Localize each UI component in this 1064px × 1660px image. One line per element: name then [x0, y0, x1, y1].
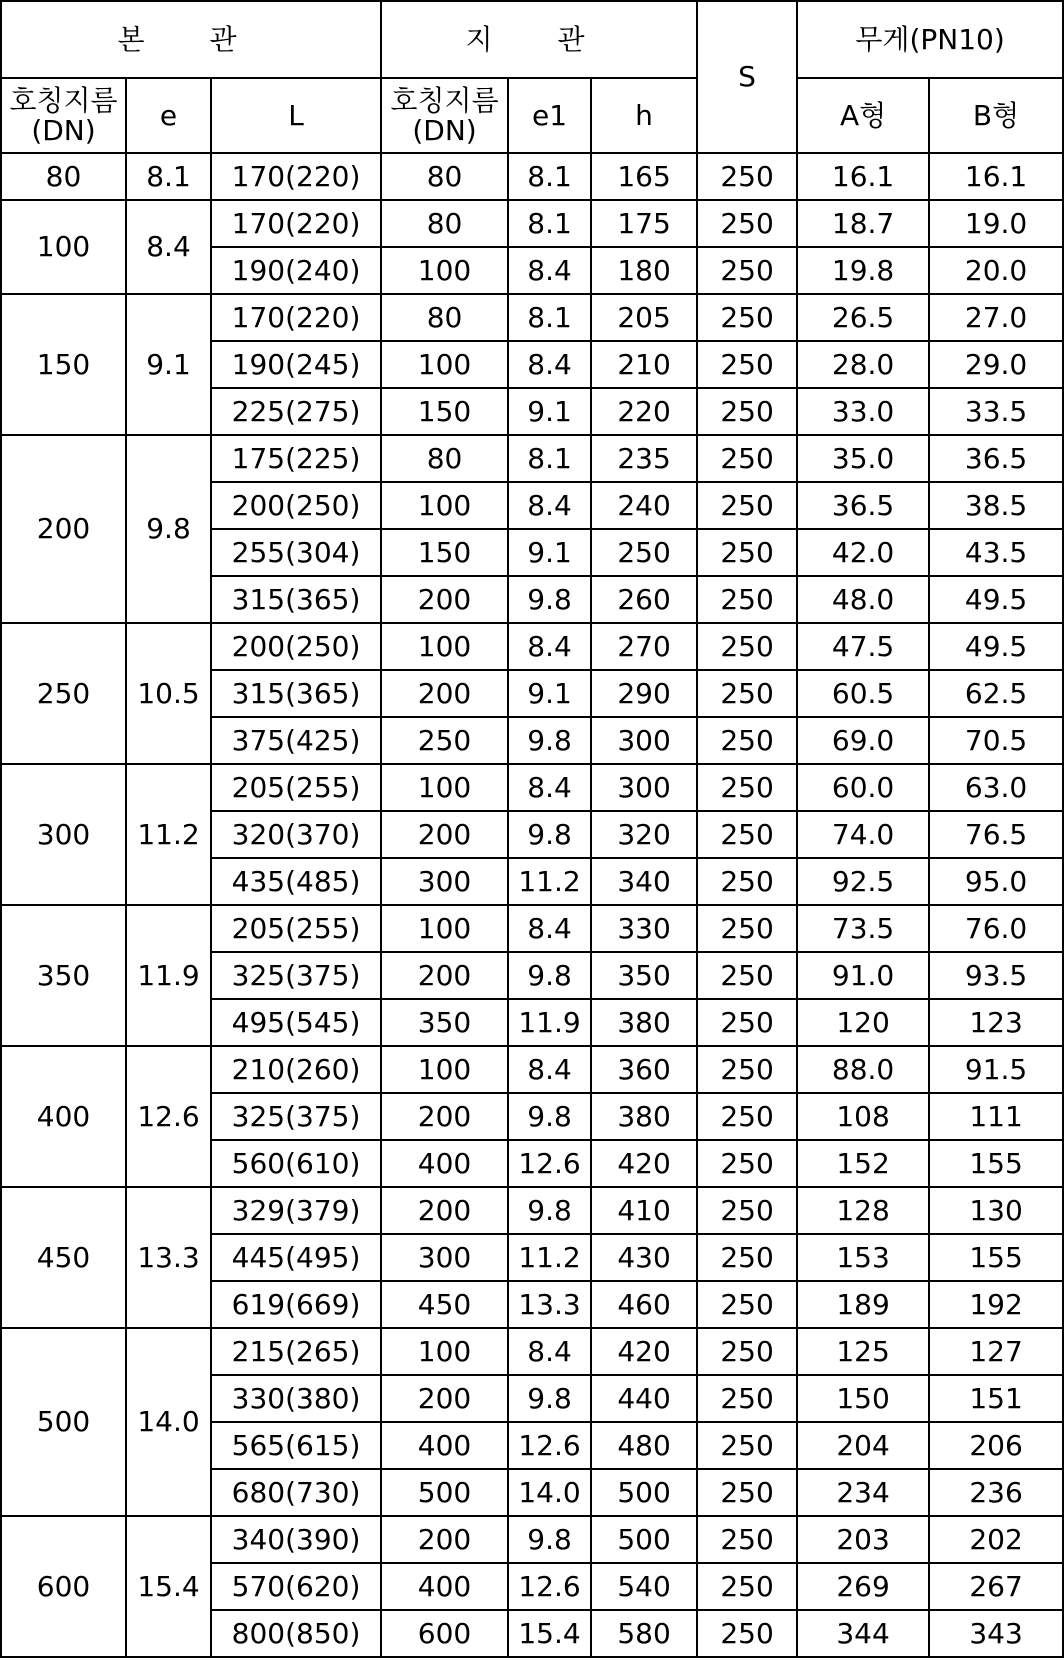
l-header: L: [211, 78, 381, 153]
length-cell: 330(380): [211, 1375, 381, 1422]
weight-a-cell: 150: [797, 1375, 929, 1422]
branch-dn-cell: 100: [381, 341, 508, 388]
weight-a-cell: 26.5: [797, 294, 929, 341]
weight-b-cell: 49.5: [929, 576, 1063, 623]
weight-a-cell: 74.0: [797, 811, 929, 858]
h-cell: 440: [591, 1375, 697, 1422]
s-cell: 250: [697, 1516, 797, 1563]
h-cell: 410: [591, 1187, 697, 1234]
e1-cell: 8.4: [508, 1328, 591, 1375]
h-cell: 260: [591, 576, 697, 623]
weight-b-cell: 29.0: [929, 341, 1063, 388]
branch-dn-cell: 400: [381, 1140, 508, 1187]
a-type-header: A형: [797, 78, 929, 153]
s-cell: 250: [697, 905, 797, 952]
length-cell: 255(304): [211, 529, 381, 576]
weight-b-cell: 206: [929, 1422, 1063, 1469]
e1-cell: 8.1: [508, 435, 591, 482]
e1-cell: 8.4: [508, 623, 591, 670]
s-cell: 250: [697, 1469, 797, 1516]
h-cell: 180: [591, 247, 697, 294]
weight-a-cell: 42.0: [797, 529, 929, 576]
weight-b-cell: 33.5: [929, 388, 1063, 435]
length-cell: 200(250): [211, 482, 381, 529]
h-cell: 320: [591, 811, 697, 858]
table-row: [1, 153, 1063, 200]
e1-cell: 11.2: [508, 1234, 591, 1281]
length-cell: 170(220): [211, 153, 381, 200]
weight-header: 무게(PN10): [797, 1, 1063, 78]
main-dn-cell: 600: [1, 1516, 126, 1657]
weight-b-cell: 202: [929, 1516, 1063, 1563]
b-type-header: B형: [929, 78, 1063, 153]
branch-dn-cell: 100: [381, 905, 508, 952]
weight-b-cell: 267: [929, 1563, 1063, 1610]
h-cell: 540: [591, 1563, 697, 1610]
length-cell: 315(365): [211, 576, 381, 623]
s-cell: 250: [697, 1375, 797, 1422]
branch-dn-cell: 600: [381, 1610, 508, 1657]
main-dn-cell: 300: [1, 764, 126, 905]
weight-b-cell: 70.5: [929, 717, 1063, 764]
weight-b-cell: 192: [929, 1281, 1063, 1328]
main-e-cell: 9.8: [126, 435, 211, 623]
weight-a-cell: 120: [797, 999, 929, 1046]
main-dn-cell: 250: [1, 623, 126, 764]
s-cell: 250: [697, 999, 797, 1046]
length-cell: 175(225): [211, 435, 381, 482]
e1-cell: 9.8: [508, 717, 591, 764]
e1-cell: 9.1: [508, 529, 591, 576]
weight-a-cell: 60.5: [797, 670, 929, 717]
weight-b-cell: 93.5: [929, 952, 1063, 999]
length-cell: 495(545): [211, 999, 381, 1046]
e1-cell: 13.3: [508, 1281, 591, 1328]
weight-b-cell: 155: [929, 1234, 1063, 1281]
main-dn-cell: 150: [1, 294, 126, 435]
h-cell: 300: [591, 764, 697, 811]
table-row: [1, 905, 1063, 952]
table-row: [1, 1516, 1063, 1563]
main-e-cell: 8.1: [126, 153, 211, 200]
e1-cell: 9.8: [508, 1093, 591, 1140]
weight-a-cell: 18.7: [797, 200, 929, 247]
weight-b-cell: 76.0: [929, 905, 1063, 952]
h-cell: 500: [591, 1516, 697, 1563]
h-cell: 300: [591, 717, 697, 764]
weight-b-cell: 91.5: [929, 1046, 1063, 1093]
length-cell: 329(379): [211, 1187, 381, 1234]
e1-cell: 8.4: [508, 341, 591, 388]
branch-dn-cell: 100: [381, 247, 508, 294]
weight-a-cell: 35.0: [797, 435, 929, 482]
branch-dn-cell: 200: [381, 1187, 508, 1234]
weight-a-cell: 189: [797, 1281, 929, 1328]
length-cell: 680(730): [211, 1469, 381, 1516]
branch-dn-cell: 450: [381, 1281, 508, 1328]
branch-dn-cell: 300: [381, 858, 508, 905]
weight-b-cell: 111: [929, 1093, 1063, 1140]
length-cell: 215(265): [211, 1328, 381, 1375]
s-cell: 250: [697, 529, 797, 576]
weight-a-cell: 152: [797, 1140, 929, 1187]
e1-cell: 9.8: [508, 1516, 591, 1563]
h-cell: 210: [591, 341, 697, 388]
weight-a-cell: 19.8: [797, 247, 929, 294]
weight-a-cell: 108: [797, 1093, 929, 1140]
weight-b-cell: 343: [929, 1610, 1063, 1657]
h-cell: 460: [591, 1281, 697, 1328]
e1-cell: 12.6: [508, 1563, 591, 1610]
weight-a-cell: 69.0: [797, 717, 929, 764]
s-cell: 250: [697, 576, 797, 623]
h-cell: 240: [591, 482, 697, 529]
length-cell: 570(620): [211, 1563, 381, 1610]
s-cell: 250: [697, 388, 797, 435]
e1-cell: 9.8: [508, 1187, 591, 1234]
weight-b-cell: 95.0: [929, 858, 1063, 905]
s-cell: 250: [697, 1187, 797, 1234]
branch-dn-cell: 200: [381, 1516, 508, 1563]
branch-dn-cell: 80: [381, 294, 508, 341]
s-cell: 250: [697, 294, 797, 341]
weight-b-cell: 16.1: [929, 153, 1063, 200]
table-row: [1, 294, 1063, 341]
weight-b-cell: 155: [929, 1140, 1063, 1187]
table-row: [1, 1187, 1063, 1234]
length-cell: 190(245): [211, 341, 381, 388]
length-cell: 190(240): [211, 247, 381, 294]
h-cell: 290: [591, 670, 697, 717]
main-nominal-diameter-header: [1, 78, 126, 153]
weight-b-cell: 127: [929, 1328, 1063, 1375]
main-e-cell: 12.6: [126, 1046, 211, 1187]
h-cell: 360: [591, 1046, 697, 1093]
branch-dn-cell: 150: [381, 388, 508, 435]
branch-nominal-label: 호칭지름: [390, 84, 499, 118]
s-cell: 250: [697, 1234, 797, 1281]
h-cell: 270: [591, 623, 697, 670]
weight-b-cell: 27.0: [929, 294, 1063, 341]
table-header: [1, 1, 1063, 153]
e1-cell: 8.4: [508, 482, 591, 529]
main-dn-label: (DN): [31, 113, 96, 147]
length-cell: 205(255): [211, 764, 381, 811]
e1-cell: 11.9: [508, 999, 591, 1046]
branch-dn-cell: 100: [381, 482, 508, 529]
branch-dn-cell: 100: [381, 623, 508, 670]
s-cell: 250: [697, 1422, 797, 1469]
main-dn-cell: 100: [1, 200, 126, 294]
s-cell: 250: [697, 435, 797, 482]
h-cell: 340: [591, 858, 697, 905]
main-e-cell: 8.4: [126, 200, 211, 294]
e1-cell: 9.8: [508, 1375, 591, 1422]
main-e-cell: 11.9: [126, 905, 211, 1046]
weight-a-cell: 16.1: [797, 153, 929, 200]
table-row: [1, 1046, 1063, 1093]
main-e-cell: 10.5: [126, 623, 211, 764]
branch-dn-cell: 100: [381, 1046, 508, 1093]
weight-a-cell: 203: [797, 1516, 929, 1563]
h-cell: 420: [591, 1140, 697, 1187]
e1-cell: 8.1: [508, 200, 591, 247]
e1-cell: 8.1: [508, 294, 591, 341]
s-cell: 250: [697, 811, 797, 858]
s-cell: 250: [697, 717, 797, 764]
branch-dn-cell: 200: [381, 952, 508, 999]
length-cell: 170(220): [211, 294, 381, 341]
main-e-cell: 15.4: [126, 1516, 211, 1657]
length-cell: 800(850): [211, 1610, 381, 1657]
weight-a-cell: 88.0: [797, 1046, 929, 1093]
length-cell: 375(425): [211, 717, 381, 764]
weight-a-cell: 60.0: [797, 764, 929, 811]
s-cell: 250: [697, 670, 797, 717]
length-cell: 320(370): [211, 811, 381, 858]
main-dn-cell: 400: [1, 1046, 126, 1187]
branch-dn-cell: 200: [381, 1375, 508, 1422]
branch-dn-cell: 200: [381, 811, 508, 858]
branch-dn-cell: 100: [381, 1328, 508, 1375]
e1-cell: 9.8: [508, 811, 591, 858]
branch-dn-cell: 400: [381, 1563, 508, 1610]
main-dn-cell: 450: [1, 1187, 126, 1328]
weight-b-cell: 76.5: [929, 811, 1063, 858]
s-cell: 250: [697, 952, 797, 999]
branch-dn-cell: 80: [381, 153, 508, 200]
h-cell: 175: [591, 200, 697, 247]
e1-cell: 8.4: [508, 905, 591, 952]
weight-b-cell: 63.0: [929, 764, 1063, 811]
length-cell: 225(275): [211, 388, 381, 435]
length-cell: 210(260): [211, 1046, 381, 1093]
branch-dn-cell: 100: [381, 764, 508, 811]
weight-b-cell: 38.5: [929, 482, 1063, 529]
weight-a-cell: 153: [797, 1234, 929, 1281]
e1-cell: 9.8: [508, 576, 591, 623]
weight-a-cell: 234: [797, 1469, 929, 1516]
s-cell: 250: [697, 1140, 797, 1187]
h-cell: 380: [591, 999, 697, 1046]
h-cell: 235: [591, 435, 697, 482]
branch-dn-cell: 250: [381, 717, 508, 764]
branch-dn-cell: 500: [381, 1469, 508, 1516]
weight-a-cell: 128: [797, 1187, 929, 1234]
weight-b-cell: 62.5: [929, 670, 1063, 717]
h-cell: 430: [591, 1234, 697, 1281]
weight-b-cell: 130: [929, 1187, 1063, 1234]
h-cell: 165: [591, 153, 697, 200]
branch-dn-cell: 200: [381, 670, 508, 717]
e-header: e: [126, 78, 211, 153]
branch-dn-cell: 80: [381, 200, 508, 247]
main-e-cell: 9.1: [126, 294, 211, 435]
s-cell: 250: [697, 247, 797, 294]
length-cell: 315(365): [211, 670, 381, 717]
h-cell: 330: [591, 905, 697, 952]
table-row: [1, 200, 1063, 247]
weight-a-cell: 47.5: [797, 623, 929, 670]
branch-dn-label: (DN): [412, 113, 477, 147]
branch-dn-cell: 200: [381, 576, 508, 623]
branch-dn-cell: 300: [381, 1234, 508, 1281]
length-cell: 205(255): [211, 905, 381, 952]
weight-a-cell: 73.5: [797, 905, 929, 952]
length-cell: 340(390): [211, 1516, 381, 1563]
branch-dn-cell: 350: [381, 999, 508, 1046]
weight-a-cell: 125: [797, 1328, 929, 1375]
table-row: [1, 1328, 1063, 1375]
s-cell: 250: [697, 153, 797, 200]
e1-cell: 9.1: [508, 670, 591, 717]
weight-b-cell: 236: [929, 1469, 1063, 1516]
s-header: S: [697, 1, 797, 153]
h-cell: 205: [591, 294, 697, 341]
s-cell: 250: [697, 1281, 797, 1328]
e1-cell: 8.4: [508, 764, 591, 811]
branch-dn-cell: 150: [381, 529, 508, 576]
s-cell: 250: [697, 1093, 797, 1140]
e1-header: e1: [508, 78, 591, 153]
s-cell: 250: [697, 341, 797, 388]
s-cell: 250: [697, 200, 797, 247]
h-cell: 250: [591, 529, 697, 576]
h-header: h: [591, 78, 697, 153]
s-cell: 250: [697, 1563, 797, 1610]
h-cell: 380: [591, 1093, 697, 1140]
s-cell: 250: [697, 1328, 797, 1375]
main-dn-cell: 500: [1, 1328, 126, 1516]
s-cell: 250: [697, 1046, 797, 1093]
weight-b-cell: 43.5: [929, 529, 1063, 576]
h-cell: 480: [591, 1422, 697, 1469]
table-row: [1, 764, 1063, 811]
main-nominal-label: 호칭지름: [9, 84, 118, 118]
weight-b-cell: 151: [929, 1375, 1063, 1422]
h-cell: 500: [591, 1469, 697, 1516]
weight-a-cell: 33.0: [797, 388, 929, 435]
main-dn-cell: 200: [1, 435, 126, 623]
length-cell: 445(495): [211, 1234, 381, 1281]
weight-a-cell: 204: [797, 1422, 929, 1469]
e1-cell: 8.1: [508, 153, 591, 200]
branch-pipe-header: 지 관: [381, 1, 697, 78]
length-cell: 565(615): [211, 1422, 381, 1469]
s-cell: 250: [697, 1610, 797, 1657]
e1-cell: 8.4: [508, 1046, 591, 1093]
branch-nominal-diameter-header: [381, 78, 508, 153]
main-pipe-header: 본 관: [1, 1, 381, 78]
length-cell: 619(669): [211, 1281, 381, 1328]
e1-cell: 15.4: [508, 1610, 591, 1657]
weight-a-cell: 91.0: [797, 952, 929, 999]
weight-a-cell: 92.5: [797, 858, 929, 905]
table-body: [1, 153, 1063, 1657]
e1-cell: 11.2: [508, 858, 591, 905]
branch-dn-cell: 400: [381, 1422, 508, 1469]
length-cell: 325(375): [211, 1093, 381, 1140]
h-cell: 220: [591, 388, 697, 435]
branch-dn-cell: 80: [381, 435, 508, 482]
e1-cell: 12.6: [508, 1140, 591, 1187]
branch-dn-cell: 200: [381, 1093, 508, 1140]
h-cell: 350: [591, 952, 697, 999]
weight-b-cell: 19.0: [929, 200, 1063, 247]
weight-b-cell: 36.5: [929, 435, 1063, 482]
main-e-cell: 14.0: [126, 1328, 211, 1516]
h-cell: 580: [591, 1610, 697, 1657]
e1-cell: 14.0: [508, 1469, 591, 1516]
length-cell: 560(610): [211, 1140, 381, 1187]
table-row: [1, 435, 1063, 482]
s-cell: 250: [697, 858, 797, 905]
s-cell: 250: [697, 482, 797, 529]
e1-cell: 9.1: [508, 388, 591, 435]
main-e-cell: 13.3: [126, 1187, 211, 1328]
length-cell: 325(375): [211, 952, 381, 999]
weight-b-cell: 49.5: [929, 623, 1063, 670]
main-dn-cell: 350: [1, 905, 126, 1046]
h-cell: 420: [591, 1328, 697, 1375]
e1-cell: 9.8: [508, 952, 591, 999]
weight-a-cell: 28.0: [797, 341, 929, 388]
weight-a-cell: 48.0: [797, 576, 929, 623]
main-e-cell: 11.2: [126, 764, 211, 905]
length-cell: 170(220): [211, 200, 381, 247]
weight-a-cell: 344: [797, 1610, 929, 1657]
s-cell: 250: [697, 623, 797, 670]
table-row: [1, 623, 1063, 670]
length-cell: 435(485): [211, 858, 381, 905]
weight-a-cell: 36.5: [797, 482, 929, 529]
s-cell: 250: [697, 764, 797, 811]
main-dn-cell: 80: [1, 153, 126, 200]
weight-a-cell: 269: [797, 1563, 929, 1610]
length-cell: 200(250): [211, 623, 381, 670]
weight-b-cell: 123: [929, 999, 1063, 1046]
e1-cell: 12.6: [508, 1422, 591, 1469]
e1-cell: 8.4: [508, 247, 591, 294]
weight-b-cell: 20.0: [929, 247, 1063, 294]
